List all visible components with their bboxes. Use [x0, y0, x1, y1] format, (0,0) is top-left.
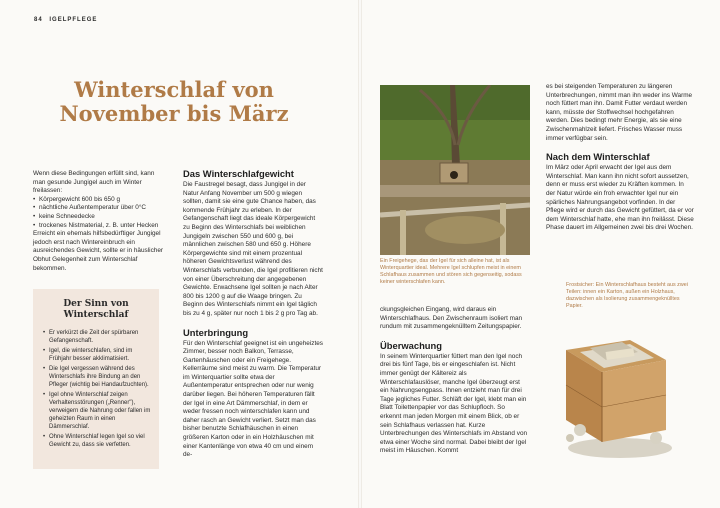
photo-caption: Ein Freigehege, das der Igel für sich alleine hat, ist als Winterquartier ideal. Mehrere Igel schlupfen meist in einem Schlafhaus zusammen und stören sich gegenseitig, sodass keiner winterschlafen kann. — [380, 258, 522, 285]
section-heading-after-hibernation: Nach dem Winterschlaf — [546, 151, 650, 163]
monitoring-continuation: es bei steigenden Temperaturen zu längeren Unterbrechungen, nimmt man ihn weder ins Warme noch füttert man ihn. Damit Futter verdaut werden kann, müsste der Stoffwechsel hochgefahren werden. Dies bedingt mehr Energie, als sie eine Zwischenmahlzeit liefert. Frisches Wasser muss immer verfügbar sein. — [546, 83, 693, 142]
housing-text: Für den Winterschlaf geeignet ist ein ungeheiztes Zimmer, besser noch Balkon, Terrasse, Gartenhäuschen oder ein Freigehege. Kellerräume sind meist zu warm. Die Temperatur im Winterquartier sollte etwa der Außentemperatur entsprechen oder nur wenig darüber liegen. Bei höheren Temperaturen fällt der Igel in eine Art Dämmerschlaf, in dem er weder fressen noch winterschlafen kann und daher rasch an Gewicht verliert. Setzt man das bisher benutzte Schlafhäuschen in einen größeren Karton oder in ein Holzhäuschen mit einer Kantenlänge von etwa 40 cm und einem de- — [183, 339, 323, 459]
condition-item: • keine Schneedecke — [33, 213, 165, 222]
hibernation-box-image — [560, 310, 672, 460]
page-number: 84 — [34, 17, 43, 23]
after-hibernation-text: Im März oder April erwacht der Igel aus dem Winterschlaf. Man kann ihn nicht sofort aussetzen, denn er muss erst wieder zu Kräften kommen. In der Natur würde ein froh erwachter Igel nur ein spärliches Nahrungsangebot vorfinden. In der Pflege wird er durch das Gewicht gefüttert, da er vor dem Winterschlaf hatte, ehe man ihn freilässt. Diese Phase dauert im Allgemeinen zwei bis drei Wochen. — [546, 164, 694, 232]
info-box-item: • Igel ohne Winterschlaf zeigen Verhaltensstörungen („Renner"), verweigern die Nahrung oder fallen im geheizten Raum in einen Dämmerschlaf. — [43, 391, 155, 431]
info-box-item: • Die Igel vergessen während des Winterschlafs ihre Bindung an den Pfleger (wichtig bei Handaufzuchten). — [43, 365, 155, 389]
info-box-item: • Ohne Winterschlaf legen Igel so viel Gewicht zu, dass sie verfetten. — [43, 433, 155, 449]
section-title: IGELPFLEGE — [49, 17, 98, 23]
headline-line-1: Winterschlaf von — [74, 77, 274, 102]
info-box — [33, 289, 159, 469]
section-heading-housing: Unterbringung — [183, 326, 249, 338]
info-box-item: • Igel, die winterschlafen, sind im Frühjahr besser akklimatisiert. — [43, 347, 155, 363]
chapter-headline — [54, 78, 294, 126]
intro-after: Erreicht ein ehemals hilfsbedürftiger Jungigel jedoch erst nach Wintereinbruch ein ausreichendes Gewicht, sollte er in häuslicher Obhut Gelegenheit zum Winterschlaf bekommen. — [33, 230, 164, 272]
info-box-list — [43, 329, 155, 451]
intro-column — [33, 170, 165, 273]
section-heading-weight: Das Winterschlafgewicht — [183, 168, 294, 179]
housing-continuation: ckungsgleichen Eingang, wird daraus ein Winterschlafhaus. Den Zwischenraum isoliert man rundum mit zusammengeknülltem Zeitungspapier. — [380, 306, 523, 331]
illustration-caption: Frostsicher: Ein Winterschlafhaus besteht aus zwei Teilen: innen ein Karton, außen ein Holzhaus, dazwischen als Isolierung zusammengeknülltes Papier. — [566, 282, 688, 309]
info-box-item: • Er verkürzt die Zeit der spürbaren Gefangenschaft. — [43, 329, 155, 345]
right-column — [546, 83, 694, 233]
monitoring-column — [380, 306, 528, 456]
weight-column — [183, 168, 323, 460]
running-head — [34, 17, 97, 23]
monitoring-text: In seinem Winterquartier füttert man den Igel noch drei bis fünf Tage, bis er eingeschlafen ist. Nicht immer genügt der Kältereiz als Winterschlafauslöser, manche Igel überzeugt erst ein Nahrungsengpass. Ihnen entzieht man für drei Tage jegliches Futter. Schläft der Igel, klebt man ein Blatt Toilettenpapier vor das Schlupfloch. So erkennt man jeden Morgen mit einem Blick, ob er sein Schlafhaus verlassen hat. Kurze Unterbrechungen des Winterschlafs im Abstand von etwa einer Woche sind normal. Dabei bleibt der Igel meist im Häuschen. Kommt — [380, 352, 528, 455]
intro-lead: Wenn diese Bedingungen erfüllt sind, kann man gesunde Jungigel auch im Winter freilassen: — [33, 170, 155, 195]
condition-item: • trockenes Nistmaterial, z. B. unter Hecken — [33, 222, 165, 231]
info-box-title-line-1: Der Sinn von — [63, 299, 129, 309]
weight-text: Die Faustregel besagt, dass Jungigel in der Natur Anfang November um 500 g wiegen sollten, damit sie eine gute Chance haben, das kommende Frühjahr zu erleben. In der Gefangenschaft liegt das ideale Körpergewicht zu Beginn des Winterschlafs bei weiblichen Jungigeln zwischen 550 und 600 g, bei männlichen zwischen 580 und 650 g. Höhere Körpergewichte sind mit einem prozentual höheren Gewichtsverlust während des Winterschlafs verbunden, die Igel profitieren nicht von einer Überschreitung der angegebenen Gewichte. Erwachsene Igel sollten je nach Alter 800 bis 1200 g auf die Waage bringen. Zu Beginn des Winterschlafs nimmt ein Igel täglich bis zu 4 g, später nur noch 1 bis 2 g pro Tag ab. — [183, 181, 323, 317]
enclosure-photo — [380, 85, 530, 255]
enclosure-photo-image — [380, 85, 530, 255]
info-box-title — [33, 299, 159, 321]
conditions-list — [33, 196, 165, 230]
headline-line-2: November bis März — [59, 101, 289, 126]
condition-item: • Körpergewicht 600 bis 650 g — [33, 196, 165, 205]
section-heading-monitoring: Überwachung — [380, 339, 442, 351]
info-box-title-line-2: Winterschlaf — [63, 310, 129, 320]
hibernation-box-illustration — [560, 310, 672, 460]
condition-item: • nächtliche Außentemperatur über 0°C — [33, 204, 165, 213]
